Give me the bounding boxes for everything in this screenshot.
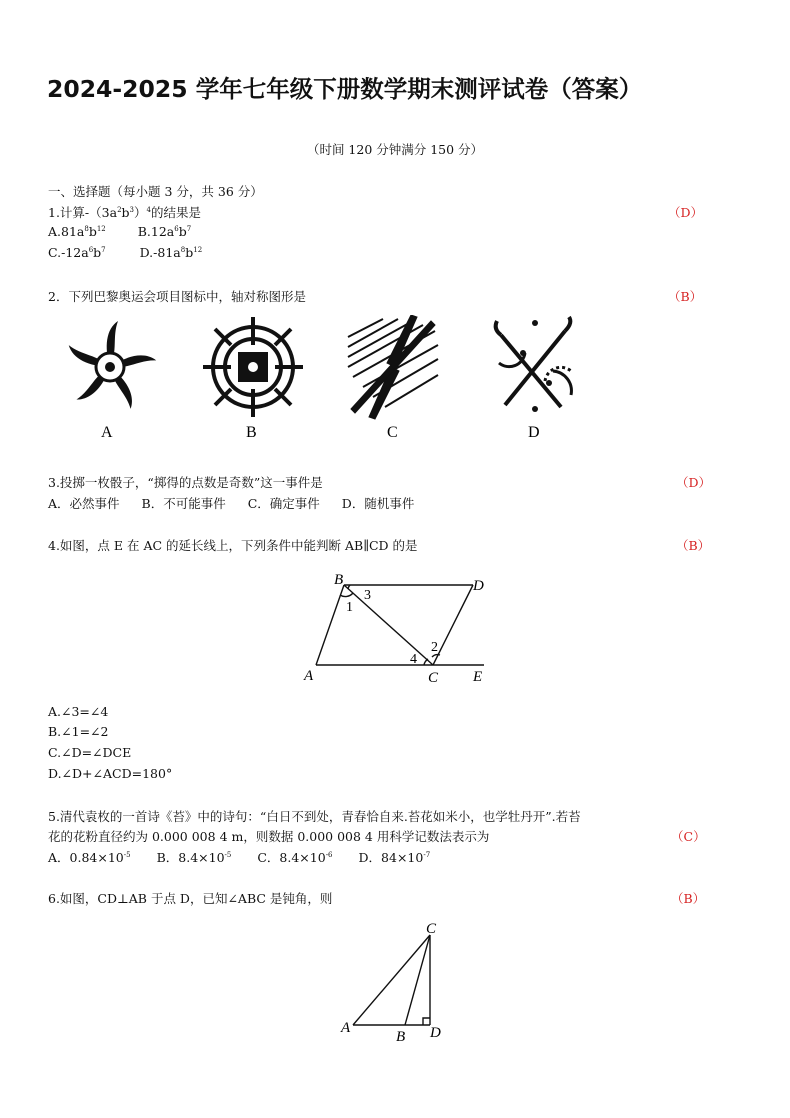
angle-label-2: 2 <box>431 640 438 655</box>
icon-label-b: B <box>246 424 257 441</box>
label-e: E <box>473 669 483 685</box>
olympic-icons-figure <box>55 315 625 445</box>
option-d: D．随机事件 <box>341 496 415 511</box>
question-1-options-row2 <box>48 245 202 260</box>
label-a: A <box>304 668 314 684</box>
question-3-options <box>48 494 414 512</box>
icon-label-d: D <box>528 424 540 441</box>
exam-info: （时间 120 分钟满分 150 分） <box>306 142 484 157</box>
segment-bc <box>405 935 430 1025</box>
option-a: A．必然事件 <box>48 496 120 511</box>
option-d: $D.-81a^8b^{12}$ <box>139 245 203 260</box>
icon-b-target <box>203 317 303 417</box>
label-a: A <box>341 1020 351 1036</box>
angle-label-4: 4 <box>410 652 417 667</box>
option-c: $C.-12a^6b^7$ <box>48 245 106 260</box>
label-b: B <box>396 1029 406 1045</box>
page-title: 2024-2025 学年七年级下册数学期末测评试卷（答案） <box>47 75 643 103</box>
question-6-stem: 6.如图，CD⊥AB 于点 D，已知∠ABC 是钝角，则 <box>48 891 333 906</box>
segment-bc <box>344 585 433 665</box>
angle-label-1: 1 <box>346 600 353 615</box>
question-4-option-a: A.∠3=∠4 <box>48 704 109 719</box>
question-4-stem: 4.如图，点 E 在 AC 的延长线上，下列条件中能判断 AB∥CD 的是 <box>48 538 418 553</box>
label-d: D <box>473 578 484 594</box>
question-1-options-row1 <box>48 224 191 239</box>
question-3-stem: 3.投掷一枚骰子，“掷得的点数是奇数”这一事件是 <box>48 475 323 490</box>
question-1-answer: （D） <box>668 205 704 220</box>
segment-ac <box>353 935 430 1025</box>
question-3-answer: （D） <box>676 475 712 490</box>
option-d: D．$84\times 10^{-7}$ <box>358 850 431 865</box>
icon-label-c: C <box>387 424 398 441</box>
question-4-option-c: C.∠D=∠DCE <box>48 745 132 760</box>
label-c: C <box>426 921 437 937</box>
option-c: C．确定事件 <box>247 496 320 511</box>
section-heading: 一、选择题（每小题 3 分，共 36 分） <box>48 184 263 199</box>
question-5-options <box>48 848 430 866</box>
segment-ab <box>316 585 344 665</box>
question-4-figure <box>290 568 500 686</box>
question-5-stem-line2: 花的花粉直径约为 0.000 008 4 m，则数据 0.000 008 4 用科学记数法表示为 <box>48 829 490 844</box>
option-b: B．$8.4\times 10^{-5}$ <box>156 850 232 865</box>
icon-a-pinwheel <box>65 321 156 409</box>
icon-label-a: A <box>101 424 113 441</box>
question-4-option-b: B.∠1=∠2 <box>48 724 109 739</box>
question-2-answer: （B） <box>668 289 703 304</box>
angle-label-3: 3 <box>364 588 371 603</box>
option-a: A．$0.84\times 10^{-5}$ <box>48 850 131 865</box>
question-4-option-d: D.∠D+∠ACD=180° <box>48 766 173 781</box>
question-6-answer: （B） <box>671 891 706 906</box>
icon-c-fencing <box>348 315 438 419</box>
option-b: $B.12a^6b^7$ <box>137 224 192 239</box>
icon-d-hockey <box>496 317 572 412</box>
question-1-stem: 1.计算$-(3a^2b^3)^4$的结果是 <box>48 205 202 220</box>
label-d: D <box>430 1025 441 1041</box>
option-c: C．$8.4\times 10^{-6}$ <box>257 850 333 865</box>
label-b: B <box>334 572 344 588</box>
question-2-stem: 2．下列巴黎奥运会项目图标中，轴对称图形是 <box>48 289 306 304</box>
option-a: $A.81a^8b^{12}$ <box>48 224 106 239</box>
right-angle-mark <box>423 1018 430 1025</box>
question-5-answer: （C） <box>671 829 706 844</box>
option-b: B．不可能事件 <box>141 496 226 511</box>
question-4-answer: （B） <box>676 538 711 553</box>
label-c: C <box>428 670 439 686</box>
question-6-figure <box>335 915 455 1047</box>
segment-dc <box>433 585 473 665</box>
question-5-stem-line1: 5.清代袁枚的一首诗《苔》中的诗句：“白日不到处，青春恰自来.苔花如米小，也学牡丹开”.若苔 <box>48 809 581 824</box>
